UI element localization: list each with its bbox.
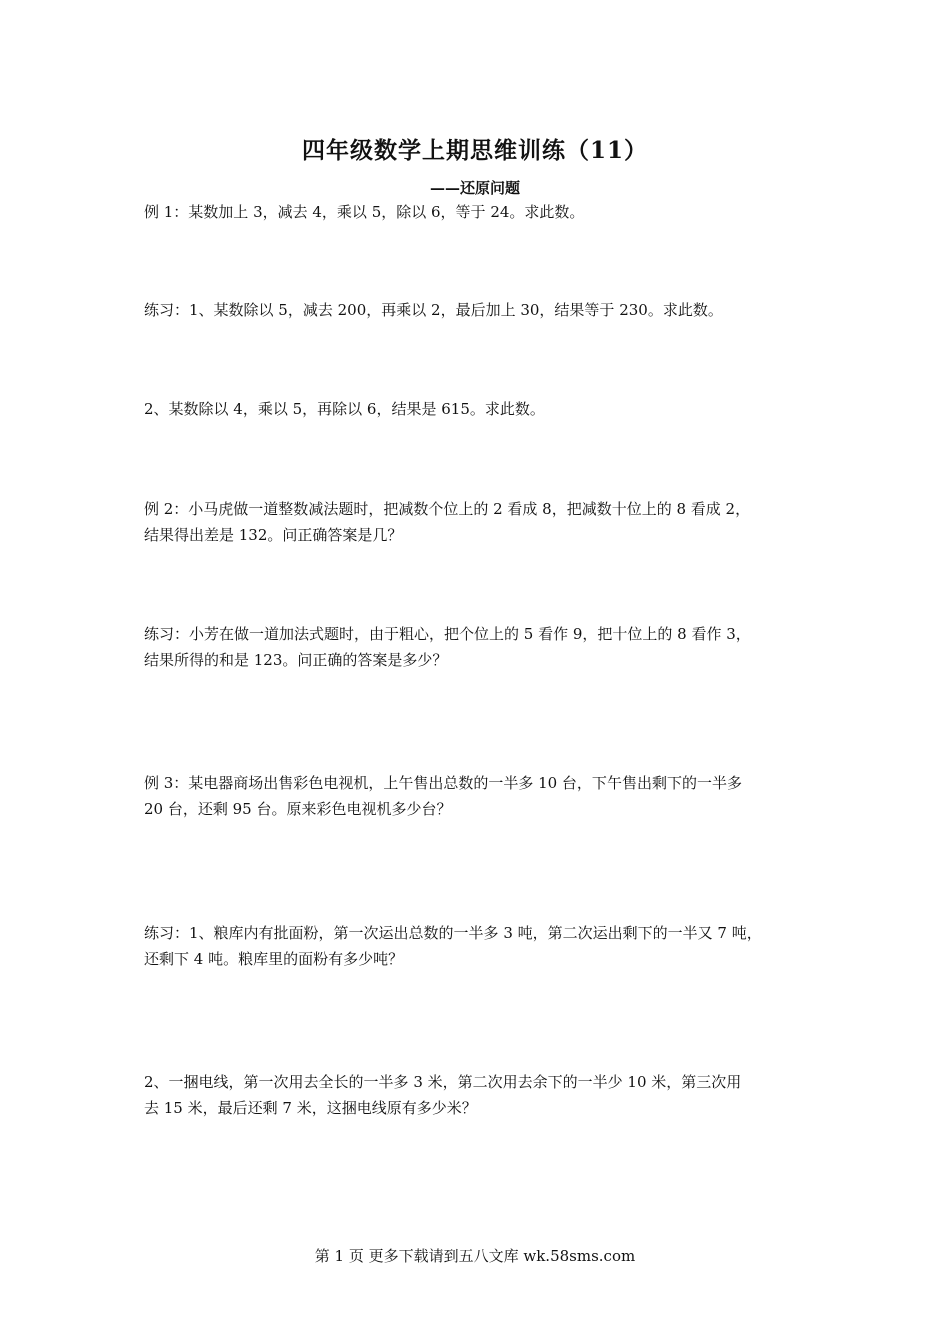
text-line: 练习：小芳在做一道加法式题时，由于粗心，把个位上的 5 看作 9，把十位上的 8 看作 3， (144, 625, 751, 643)
text-line: 练习：1、某数除以 5，减去 200，再乘以 2，最后加上 30，结果等于 230。求此数。 (144, 301, 723, 319)
example-2 (144, 496, 814, 548)
text-line: 去 15 米，最后还剩 7 米，这捆电线原有多少米？ (144, 1099, 477, 1117)
practice-3-2 (144, 1069, 814, 1121)
example-1 (144, 199, 814, 225)
page-footer: 第 1 页 更多下载请到五八文库 wk.58sms.com (314, 1247, 636, 1265)
text-line: 练习：1、粮库内有批面粉，第一次运出总数的一半多 3 吨，第二次运出剩下的一半又 7 吨， (144, 924, 762, 942)
practice-1-1 (144, 297, 814, 323)
text-line: 2、一捆电线，第一次用去全长的一半多 3 米，第二次用去余下的一半少 10 米，第三次用 (144, 1073, 742, 1091)
text-line: 例 3：某电器商场出售彩色电视机，上午售出总数的一半多 10 台，下午售出剩下的一半多 (144, 774, 742, 792)
practice-3-1 (144, 920, 814, 972)
practice-1-2 (144, 396, 814, 422)
text-line: 还剩下 4 吨。粮库里的面粉有多少吨？ (144, 950, 404, 968)
text-line: 2、某数除以 4，乘以 5，再除以 6，结果是 615。求此数。 (144, 400, 545, 418)
text-line: 例 1：某数加上 3，减去 4，乘以 5，除以 6，等于 24。求此数。 (144, 203, 585, 221)
text-line: 结果所得的和是 123。问正确的答案是多少？ (144, 651, 448, 669)
text-line: 结果得出差是 132。问正确答案是几？ (144, 526, 403, 544)
page-subtitle: ——还原问题 (429, 179, 520, 197)
text-line: 例 2：小马虎做一道整数减法题时，把减数个位上的 2 看成 8，把减数十位上的 8 看成 2， (144, 500, 751, 518)
page-title: 四年级数学上期思维训练（11） (301, 137, 648, 164)
example-3 (144, 770, 814, 822)
practice-2 (144, 621, 814, 673)
text-line: 20 台，还剩 95 台。原来彩色电视机多少台？ (144, 800, 452, 818)
